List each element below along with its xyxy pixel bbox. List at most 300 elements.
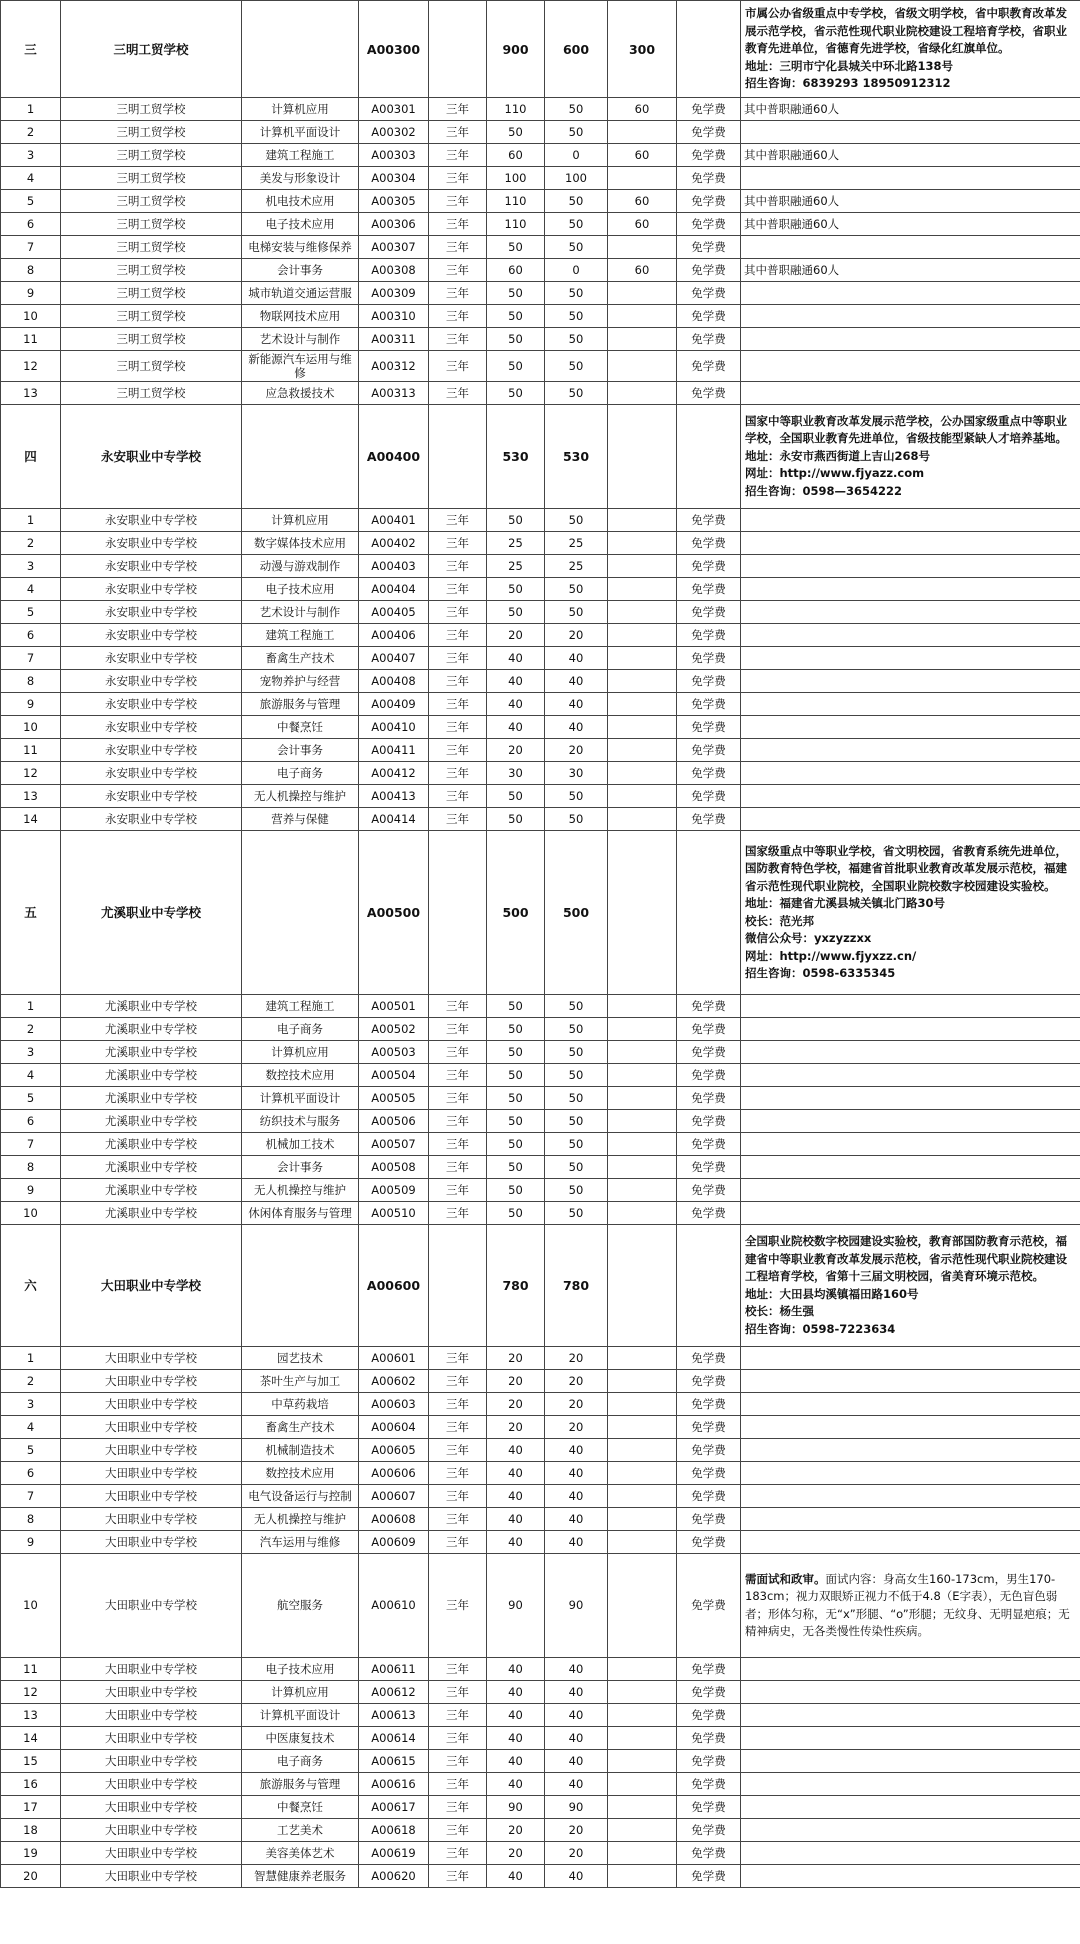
row-number: 9 [1,1179,61,1202]
row-school: 永安职业中专学校 [61,762,242,785]
row-school: 永安职业中专学校 [61,739,242,762]
row-code: A00310 [359,305,429,328]
school-header-row [1,1,1080,98]
row-school: 大田职业中专学校 [61,1819,242,1842]
row-school: 三明工贸学校 [61,144,242,167]
row-number: 18 [1,1819,61,1842]
row-note [741,1370,1080,1393]
row-number: 7 [1,1133,61,1156]
row-number: 11 [1,739,61,762]
row-major: 电子技术应用 [242,578,359,601]
row-years: 三年 [429,1819,487,1842]
row-plan-a: 40 [545,1865,608,1888]
row-code: A00506 [359,1110,429,1133]
row-plan-a: 40 [545,1658,608,1681]
row-total: 50 [487,121,545,144]
row-code: A00402 [359,532,429,555]
row-fee: 免学费 [677,305,741,328]
row-years: 三年 [429,1531,487,1554]
row-code: A00503 [359,1041,429,1064]
row-major: 宠物养护与经营 [242,670,359,693]
row-major: 畜禽生产技术 [242,1416,359,1439]
table-row [1,601,1080,624]
table-row [1,167,1080,190]
row-plan-b [608,1658,677,1681]
row-school: 大田职业中专学校 [61,1681,242,1704]
row-years: 三年 [429,1370,487,1393]
row-fee: 免学费 [677,144,741,167]
row-plan-b [608,236,677,259]
row-major: 计算机平面设计 [242,1087,359,1110]
school-plan-b [608,1225,677,1347]
row-plan-b [608,1842,677,1865]
school-note-line: 招生咨询：0598—3654222 [745,483,903,498]
row-note [741,1462,1080,1485]
school-plan-b: 300 [608,1,677,98]
row-total: 20 [487,1347,545,1370]
row-plan-b [608,1727,677,1750]
row-note-text: 其中普职融通60人 [744,262,840,277]
row-plan-b [608,578,677,601]
school-note-line: 地址：福建省尤溪县城关镇北门路30号 [745,896,946,910]
row-major: 计算机应用 [242,509,359,532]
row-code: A00302 [359,121,429,144]
row-school: 永安职业中专学校 [61,578,242,601]
row-note [741,282,1080,305]
row-plan-a: 20 [545,624,608,647]
table-row [1,1842,1080,1865]
row-plan-a: 50 [545,578,608,601]
row-total: 20 [487,739,545,762]
row-school: 大田职业中专学校 [61,1439,242,1462]
row-years: 三年 [429,121,487,144]
row-years: 三年 [429,1133,487,1156]
row-fee: 免学费 [677,647,741,670]
school-plan-b [608,405,677,509]
row-code: A00414 [359,808,429,831]
row-total: 20 [487,1842,545,1865]
row-number: 11 [1,328,61,351]
row-major: 营养与保健 [242,808,359,831]
row-plan-b [608,1531,677,1554]
row-major: 计算机应用 [242,1681,359,1704]
row-code: A00602 [359,1370,429,1393]
row-note [741,305,1080,328]
row-total: 40 [487,1485,545,1508]
row-note [741,1704,1080,1727]
row-years: 三年 [429,98,487,121]
row-note [741,1681,1080,1704]
school-note-line: 招生咨询：6839293 18950912312 [745,76,951,91]
row-total: 20 [487,1393,545,1416]
row-fee: 免学费 [677,1087,741,1110]
row-plan-a: 20 [545,1370,608,1393]
row-major: 纺织技术与服务 [242,1110,359,1133]
row-total: 60 [487,259,545,282]
row-major: 茶叶生产与加工 [242,1370,359,1393]
row-plan-b [608,624,677,647]
row-plan-a: 50 [545,305,608,328]
table-row [1,1773,1080,1796]
row-plan-b [608,1681,677,1704]
table-row [1,259,1080,282]
row-fee: 免学费 [677,328,741,351]
row-number: 12 [1,762,61,785]
school-seq: 六 [1,1225,61,1347]
school-major-empty [242,1225,359,1347]
row-fee: 免学费 [677,1750,741,1773]
row-number: 15 [1,1750,61,1773]
row-school: 三明工贸学校 [61,167,242,190]
row-note-text: 其中普职融通60人 [744,101,840,116]
table-row [1,1087,1080,1110]
row-major: 汽车运用与维修 [242,1531,359,1554]
row-school: 大田职业中专学校 [61,1416,242,1439]
school-code: A00600 [359,1225,429,1347]
row-fee: 免学费 [677,1156,741,1179]
row-note [741,190,1080,213]
row-school: 永安职业中专学校 [61,647,242,670]
school-years-empty [429,1225,487,1347]
school-total: 500 [487,831,545,995]
row-major: 电梯安装与维修保养 [242,236,359,259]
row-total: 60 [487,144,545,167]
row-note [741,1658,1080,1681]
row-code: A00505 [359,1087,429,1110]
row-note [741,1393,1080,1416]
table-row [1,762,1080,785]
table-row [1,351,1080,382]
row-note [741,739,1080,762]
row-code: A00509 [359,1179,429,1202]
school-note-line: 校长：杨生强 [745,1304,814,1318]
row-years: 三年 [429,995,487,1018]
row-school: 永安职业中专学校 [61,716,242,739]
row-plan-b [608,1064,677,1087]
row-plan-a: 50 [545,328,608,351]
row-plan-b [608,670,677,693]
table-row [1,1704,1080,1727]
row-total: 50 [487,282,545,305]
row-plan-a: 50 [545,382,608,405]
row-plan-b [608,1110,677,1133]
row-school: 永安职业中专学校 [61,808,242,831]
school-years-empty [429,831,487,995]
row-school: 大田职业中专学校 [61,1842,242,1865]
row-major: 艺术设计与制作 [242,601,359,624]
row-note [741,1554,1080,1658]
row-school: 永安职业中专学校 [61,670,242,693]
row-note [741,121,1080,144]
table-row [1,1347,1080,1370]
row-years: 三年 [429,144,487,167]
row-total: 110 [487,213,545,236]
row-plan-a: 20 [545,1393,608,1416]
school-note-line: 网址：http://www.fjyxzz.cn/ [745,948,917,963]
row-years: 三年 [429,1393,487,1416]
row-years: 三年 [429,259,487,282]
row-number: 3 [1,1041,61,1064]
row-code: A00305 [359,190,429,213]
row-plan-a: 50 [545,808,608,831]
school-plan-a: 500 [545,831,608,995]
row-note [741,555,1080,578]
row-fee: 免学费 [677,382,741,405]
school-note [741,1225,1080,1347]
row-number: 10 [1,305,61,328]
row-note [741,647,1080,670]
school-note [741,1,1080,98]
row-code: A00604 [359,1416,429,1439]
row-major: 数控技术应用 [242,1462,359,1485]
row-school: 尤溪职业中专学校 [61,1018,242,1041]
table-row [1,382,1080,405]
row-fee: 免学费 [677,1041,741,1064]
row-total: 50 [487,578,545,601]
school-major-empty [242,405,359,509]
row-fee: 免学费 [677,1439,741,1462]
row-school: 尤溪职业中专学校 [61,1156,242,1179]
row-code: A00403 [359,555,429,578]
row-years: 三年 [429,624,487,647]
school-code: A00400 [359,405,429,509]
row-major: 畜禽生产技术 [242,647,359,670]
row-code: A00607 [359,1485,429,1508]
row-number: 5 [1,1439,61,1462]
row-school: 三明工贸学校 [61,259,242,282]
table-body [1,1,1080,1888]
table-row [1,1727,1080,1750]
row-note-emphasis: 需面试和政审。 [745,1571,826,1586]
row-total: 50 [487,1110,545,1133]
table-row [1,305,1080,328]
row-school: 永安职业中专学校 [61,601,242,624]
row-years: 三年 [429,1416,487,1439]
row-note [741,762,1080,785]
row-code: A00410 [359,716,429,739]
row-years: 三年 [429,1842,487,1865]
row-years: 三年 [429,1508,487,1531]
row-major: 应急救援技术 [242,382,359,405]
row-number: 9 [1,693,61,716]
row-school: 大田职业中专学校 [61,1704,242,1727]
row-years: 三年 [429,1773,487,1796]
row-number: 11 [1,1658,61,1681]
row-plan-a: 20 [545,1842,608,1865]
row-fee: 免学费 [677,1681,741,1704]
row-total: 50 [487,1202,545,1225]
row-years: 三年 [429,739,487,762]
row-code: A00311 [359,328,429,351]
row-note [741,578,1080,601]
row-plan-b [608,1865,677,1888]
row-plan-a: 50 [545,1202,608,1225]
school-name: 三明工贸学校 [61,1,242,98]
row-total: 90 [487,1796,545,1819]
row-note [741,167,1080,190]
row-school: 永安职业中专学校 [61,532,242,555]
row-plan-b [608,1462,677,1485]
row-note [741,1133,1080,1156]
row-code: A00313 [359,382,429,405]
row-plan-b [608,808,677,831]
row-major: 数字媒体技术应用 [242,532,359,555]
row-major: 园艺技术 [242,1347,359,1370]
row-note [741,532,1080,555]
table-row [1,716,1080,739]
row-school: 大田职业中专学校 [61,1554,242,1658]
table-row [1,144,1080,167]
row-years: 三年 [429,647,487,670]
school-note-line: 招生咨询：0598-6335345 [745,966,896,980]
row-total: 110 [487,98,545,121]
row-note [741,1750,1080,1773]
row-fee: 免学费 [677,1133,741,1156]
row-plan-b [608,1393,677,1416]
row-years: 三年 [429,1202,487,1225]
row-fee: 免学费 [677,1842,741,1865]
school-total: 780 [487,1225,545,1347]
row-plan-a: 40 [545,1750,608,1773]
row-plan-a: 50 [545,351,608,382]
row-code: A00610 [359,1554,429,1658]
row-code: A00617 [359,1796,429,1819]
row-note [741,1110,1080,1133]
row-plan-b [608,1087,677,1110]
row-code: A00616 [359,1773,429,1796]
row-years: 三年 [429,762,487,785]
row-school: 大田职业中专学校 [61,1462,242,1485]
school-fee-empty [677,405,741,509]
row-total: 20 [487,1819,545,1842]
row-major: 会计事务 [242,1156,359,1179]
row-code: A00404 [359,578,429,601]
table-row [1,1041,1080,1064]
row-total: 50 [487,509,545,532]
row-note-text: 面试内容：身高女生160-173cm，男生170-183cm；视力双眼矫正视力不低于4.8（E字表），无色盲色弱者；形体匀称，无“x”形腿、“o”形腿；无纹身、无明显疤痕；无精神病史，无各类慢性传染性疾病。 [745,1571,1070,1638]
row-total: 40 [487,1750,545,1773]
row-plan-a: 40 [545,1485,608,1508]
row-years: 三年 [429,190,487,213]
row-note [741,1202,1080,1225]
row-note [741,1179,1080,1202]
row-major: 无人机操控与维护 [242,785,359,808]
school-seq: 三 [1,1,61,98]
row-number: 3 [1,555,61,578]
row-major: 无人机操控与维护 [242,1179,359,1202]
row-years: 三年 [429,578,487,601]
table-row [1,647,1080,670]
school-note-line: 地址：永安市燕西街道上吉山268号 [745,448,931,463]
row-plan-a: 100 [545,167,608,190]
row-plan-b [608,1347,677,1370]
table-row [1,509,1080,532]
school-note-line: 全国职业院校数字校园建设实验校，教育部国防教育示范校，福建省中等职业教育改革发展示范校，省示范性现代职业院校建设工程培育学校，省第十三届文明校园，省美育环境示范校。 [745,1234,1067,1283]
row-note [741,808,1080,831]
row-number: 1 [1,509,61,532]
row-number: 12 [1,1681,61,1704]
row-school: 三明工贸学校 [61,236,242,259]
row-major: 美发与形象设计 [242,167,359,190]
row-number: 6 [1,1110,61,1133]
row-major: 动漫与游戏制作 [242,555,359,578]
row-plan-a: 50 [545,190,608,213]
school-fee-empty [677,831,741,995]
table-row [1,532,1080,555]
row-note-text: 其中普职融通60人 [744,147,840,162]
row-plan-b [608,1018,677,1041]
row-school: 三明工贸学校 [61,98,242,121]
row-total: 40 [487,693,545,716]
row-major: 智慧健康养老服务 [242,1865,359,1888]
row-plan-a: 40 [545,647,608,670]
table-row [1,98,1080,121]
row-major: 工艺美术 [242,1819,359,1842]
row-plan-b: 60 [608,213,677,236]
row-total: 40 [487,670,545,693]
row-note [741,1842,1080,1865]
row-code: A00614 [359,1727,429,1750]
row-plan-a: 50 [545,1064,608,1087]
row-total: 50 [487,808,545,831]
row-years: 三年 [429,1865,487,1888]
row-major: 航空服务 [242,1554,359,1658]
row-school: 尤溪职业中专学校 [61,1110,242,1133]
row-fee: 免学费 [677,1796,741,1819]
row-number: 5 [1,1087,61,1110]
row-plan-a: 50 [545,213,608,236]
row-note [741,670,1080,693]
row-fee: 免学费 [677,1531,741,1554]
table-row [1,1064,1080,1087]
row-total: 20 [487,624,545,647]
row-plan-a: 20 [545,739,608,762]
row-plan-b [608,693,677,716]
row-plan-a: 40 [545,1681,608,1704]
row-total: 110 [487,190,545,213]
school-major-empty [242,1,359,98]
row-number: 12 [1,351,61,382]
row-code: A00408 [359,670,429,693]
row-fee: 免学费 [677,121,741,144]
row-plan-b [608,1416,677,1439]
row-number: 2 [1,532,61,555]
row-fee: 免学费 [677,739,741,762]
row-major: 建筑工程施工 [242,624,359,647]
row-code: A00615 [359,1750,429,1773]
table-row [1,670,1080,693]
table-row [1,1508,1080,1531]
row-total: 90 [487,1554,545,1658]
row-years: 三年 [429,1087,487,1110]
row-fee: 免学费 [677,1554,741,1658]
row-total: 40 [487,1439,545,1462]
table-row [1,1110,1080,1133]
row-number: 6 [1,213,61,236]
row-total: 25 [487,555,545,578]
row-plan-b [608,1485,677,1508]
row-plan-b [608,1202,677,1225]
row-major: 新能源汽车运用与维修 [242,351,359,382]
row-total: 40 [487,1727,545,1750]
row-note [741,1773,1080,1796]
row-note [741,236,1080,259]
row-plan-a: 50 [545,121,608,144]
row-total: 50 [487,1041,545,1064]
row-plan-a: 50 [545,1018,608,1041]
row-plan-a: 30 [545,762,608,785]
row-total: 50 [487,785,545,808]
